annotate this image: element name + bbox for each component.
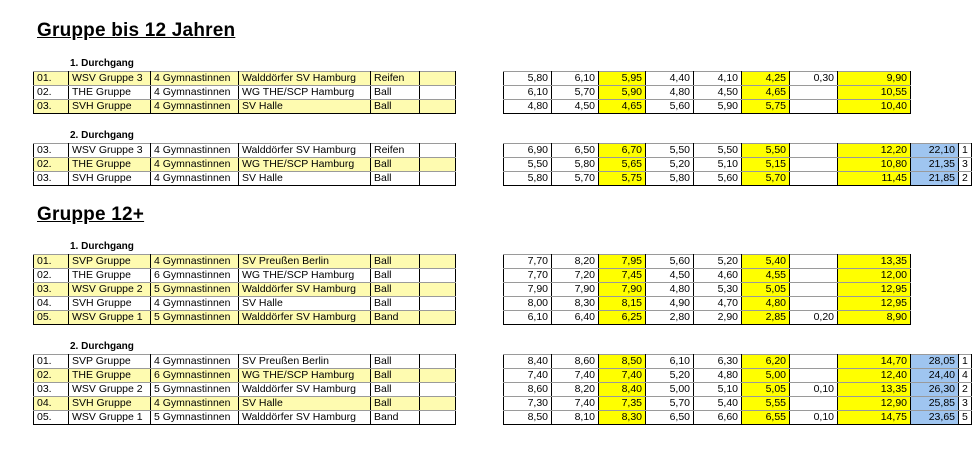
- cell-rank: 2: [959, 172, 972, 186]
- cell-gap: [456, 369, 504, 383]
- table-row: [34, 255, 965, 269]
- cell-apparatus: Ball: [371, 283, 420, 297]
- cell-rank: 2: [959, 383, 972, 397]
- cell-start-number: 03.: [34, 283, 69, 297]
- round-label: 2. Durchgang: [70, 130, 134, 141]
- cell-score-b1: 5,70: [646, 397, 694, 411]
- cell-total: [911, 269, 959, 283]
- cell-apparatus: Ball: [371, 269, 420, 283]
- cell-final-score: 13,35: [838, 255, 911, 269]
- cell-rank: [959, 311, 965, 325]
- cell-start-number: 02.: [34, 269, 69, 283]
- cell-final-score: 10,40: [838, 100, 911, 114]
- round-label: 1. Durchgang: [70, 241, 134, 252]
- cell-gap: [456, 269, 504, 283]
- cell-group-size: 4 Gymnastinnen: [151, 72, 239, 86]
- cell-gap: [456, 383, 504, 397]
- cell-total: 26,30: [911, 383, 959, 397]
- cell-deduction: [790, 297, 838, 311]
- cell-score-a: 7,45: [599, 269, 646, 283]
- cell-deduction: 0,20: [790, 311, 838, 325]
- cell-group-size: 4 Gymnastinnen: [151, 172, 239, 186]
- cell-score-b1: 5,20: [646, 158, 694, 172]
- cell-start-number: 03.: [34, 172, 69, 186]
- cell-total: 28,05: [911, 355, 959, 369]
- table-row: [34, 283, 965, 297]
- cell-deduction: [790, 269, 838, 283]
- cell-score-b2: 5,50: [694, 144, 742, 158]
- cell-score-b2: 4,80: [694, 369, 742, 383]
- cell-final-score: 12,40: [838, 369, 911, 383]
- cell-score-a2: 6,40: [552, 311, 599, 325]
- cell-score-b1: 6,10: [646, 355, 694, 369]
- cell-score-a: 7,90: [599, 283, 646, 297]
- cell-total: 24,40: [911, 369, 959, 383]
- cell-deduction: 0,10: [790, 383, 838, 397]
- cell-group-size: 5 Gymnastinnen: [151, 383, 239, 397]
- cell-empty: [420, 72, 456, 86]
- cell-score-a: 8,50: [599, 355, 646, 369]
- cell-final-score: 12,95: [838, 297, 911, 311]
- cell-score-a1: 5,80: [504, 172, 552, 186]
- cell-score-a: 7,40: [599, 369, 646, 383]
- cell-score-b1: 5,80: [646, 172, 694, 186]
- cell-score-a2: 7,20: [552, 269, 599, 283]
- cell-apparatus: Ball: [371, 297, 420, 311]
- cell-score-a: 5,90: [599, 86, 646, 100]
- cell-score-a1: 8,40: [504, 355, 552, 369]
- cell-score-a2: 5,70: [552, 86, 599, 100]
- cell-club: Walddörfer SV Hamburg: [239, 383, 371, 397]
- cell-group-size: 4 Gymnastinnen: [151, 86, 239, 100]
- cell-empty: [420, 369, 456, 383]
- cell-score-b2: 5,20: [694, 255, 742, 269]
- cell-total: [911, 297, 959, 311]
- cell-start-number: 01.: [34, 355, 69, 369]
- cell-score-b1: 5,20: [646, 369, 694, 383]
- table-row: [34, 269, 965, 283]
- cell-final-score: 12,20: [838, 144, 911, 158]
- cell-start-number: 03.: [34, 100, 69, 114]
- table-row: [34, 369, 972, 383]
- cell-deduction: [790, 144, 838, 158]
- cell-score-a1: 5,50: [504, 158, 552, 172]
- cell-total: [911, 311, 959, 325]
- cell-empty: [420, 100, 456, 114]
- cell-final-score: 14,70: [838, 355, 911, 369]
- cell-total: [911, 72, 959, 86]
- cell-gap: [456, 297, 504, 311]
- cell-score-a: 5,95: [599, 72, 646, 86]
- cell-club: WG THE/SCP Hamburg: [239, 86, 371, 100]
- cell-rank: 3: [959, 158, 972, 172]
- cell-score-b: 6,20: [742, 355, 790, 369]
- results-table: [33, 143, 972, 186]
- cell-rank: [959, 269, 965, 283]
- cell-rank: [959, 100, 965, 114]
- cell-score-b2: 6,60: [694, 411, 742, 425]
- cell-group-size: 4 Gymnastinnen: [151, 297, 239, 311]
- cell-final-score: 10,80: [838, 158, 911, 172]
- cell-team: SVP Gruppe: [69, 355, 151, 369]
- cell-score-b2: 6,30: [694, 355, 742, 369]
- cell-club: Walddörfer SV Hamburg: [239, 411, 371, 425]
- cell-club: SV Halle: [239, 172, 371, 186]
- cell-score-b: 5,15: [742, 158, 790, 172]
- cell-club: WG THE/SCP Hamburg: [239, 158, 371, 172]
- cell-rank: [959, 283, 965, 297]
- cell-team: THE Gruppe: [69, 369, 151, 383]
- cell-total: 25,85: [911, 397, 959, 411]
- cell-score-b2: 5,30: [694, 283, 742, 297]
- cell-score-b2: 4,10: [694, 72, 742, 86]
- cell-team: WSV Gruppe 1: [69, 411, 151, 425]
- table-row: [34, 355, 972, 369]
- cell-total: [911, 100, 959, 114]
- cell-score-b1: 2,80: [646, 311, 694, 325]
- cell-empty: [420, 383, 456, 397]
- cell-final-score: 11,45: [838, 172, 911, 186]
- cell-start-number: 02.: [34, 158, 69, 172]
- cell-score-b: 5,05: [742, 383, 790, 397]
- cell-score-a2: 4,50: [552, 100, 599, 114]
- cell-score-a: 7,35: [599, 397, 646, 411]
- cell-deduction: [790, 283, 838, 297]
- cell-deduction: [790, 86, 838, 100]
- table-row: [34, 158, 972, 172]
- cell-start-number: 02.: [34, 369, 69, 383]
- cell-apparatus: Reifen: [371, 144, 420, 158]
- cell-score-b: 5,05: [742, 283, 790, 297]
- cell-score-b: 2,85: [742, 311, 790, 325]
- cell-start-number: 03.: [34, 383, 69, 397]
- cell-score-b2: 4,60: [694, 269, 742, 283]
- cell-empty: [420, 397, 456, 411]
- cell-score-a: 5,65: [599, 158, 646, 172]
- cell-score-b2: 4,50: [694, 86, 742, 100]
- table-row: [34, 144, 972, 158]
- cell-score-a1: 5,80: [504, 72, 552, 86]
- table-row: [34, 397, 972, 411]
- cell-score-a1: 7,30: [504, 397, 552, 411]
- cell-team: THE Gruppe: [69, 269, 151, 283]
- cell-apparatus: Ball: [371, 355, 420, 369]
- cell-empty: [420, 172, 456, 186]
- cell-total: [911, 255, 959, 269]
- cell-score-a1: 6,10: [504, 86, 552, 100]
- cell-score-b: 4,55: [742, 269, 790, 283]
- cell-team: SVH Gruppe: [69, 397, 151, 411]
- cell-score-b: 4,25: [742, 72, 790, 86]
- table-row: [34, 100, 965, 114]
- cell-deduction: [790, 172, 838, 186]
- cell-start-number: 04.: [34, 397, 69, 411]
- cell-final-score: 14,75: [838, 411, 911, 425]
- cell-apparatus: Ball: [371, 100, 420, 114]
- cell-score-a2: 7,40: [552, 397, 599, 411]
- cell-gap: [456, 172, 504, 186]
- cell-total: 22,10: [911, 144, 959, 158]
- results-table: [33, 354, 972, 425]
- cell-club: WG THE/SCP Hamburg: [239, 269, 371, 283]
- cell-empty: [420, 283, 456, 297]
- cell-score-b2: 4,70: [694, 297, 742, 311]
- cell-score-a2: 8,20: [552, 383, 599, 397]
- cell-team: WSV Gruppe 1: [69, 311, 151, 325]
- cell-club: SV Preußen Berlin: [239, 355, 371, 369]
- cell-final-score: 12,95: [838, 283, 911, 297]
- cell-club: Walddörfer SV Hamburg: [239, 311, 371, 325]
- cell-final-score: 12,90: [838, 397, 911, 411]
- table-row: [34, 383, 972, 397]
- cell-start-number: 05.: [34, 311, 69, 325]
- cell-score-a1: 8,00: [504, 297, 552, 311]
- cell-score-a2: 5,70: [552, 172, 599, 186]
- table-row: [34, 297, 965, 311]
- cell-club: Walddörfer SV Hamburg: [239, 144, 371, 158]
- cell-group-size: 6 Gymnastinnen: [151, 269, 239, 283]
- cell-start-number: 01.: [34, 255, 69, 269]
- cell-score-b1: 6,50: [646, 411, 694, 425]
- cell-team: WSV Gruppe 3: [69, 72, 151, 86]
- table-row: [34, 411, 972, 425]
- cell-score-b1: 5,00: [646, 383, 694, 397]
- cell-start-number: 01.: [34, 72, 69, 86]
- cell-score-a1: 7,70: [504, 255, 552, 269]
- cell-empty: [420, 311, 456, 325]
- cell-score-a1: 7,90: [504, 283, 552, 297]
- table-row: [34, 86, 965, 100]
- cell-deduction: [790, 158, 838, 172]
- cell-score-b: 5,55: [742, 397, 790, 411]
- cell-club: Walddörfer SV Hamburg: [239, 283, 371, 297]
- cell-score-a1: 7,70: [504, 269, 552, 283]
- table-row: [34, 311, 965, 325]
- cell-score-a: 4,65: [599, 100, 646, 114]
- cell-score-b1: 4,40: [646, 72, 694, 86]
- cell-score-a: 6,25: [599, 311, 646, 325]
- cell-team: WSV Gruppe 2: [69, 383, 151, 397]
- cell-score-a1: 6,10: [504, 311, 552, 325]
- cell-club: SV Preußen Berlin: [239, 255, 371, 269]
- cell-apparatus: Ball: [371, 369, 420, 383]
- cell-gap: [456, 411, 504, 425]
- cell-score-a1: 8,50: [504, 411, 552, 425]
- cell-rank: 5: [959, 411, 972, 425]
- cell-final-score: 9,90: [838, 72, 911, 86]
- cell-empty: [420, 297, 456, 311]
- cell-final-score: 10,55: [838, 86, 911, 100]
- cell-group-size: 4 Gymnastinnen: [151, 100, 239, 114]
- cell-team: SVH Gruppe: [69, 172, 151, 186]
- cell-score-b: 5,70: [742, 172, 790, 186]
- cell-score-b: 5,00: [742, 369, 790, 383]
- cell-score-b1: 5,60: [646, 255, 694, 269]
- table-row: [34, 72, 965, 86]
- cell-start-number: 03.: [34, 144, 69, 158]
- cell-score-a1: 6,90: [504, 144, 552, 158]
- cell-gap: [456, 397, 504, 411]
- cell-group-size: 4 Gymnastinnen: [151, 255, 239, 269]
- cell-score-b1: 4,80: [646, 86, 694, 100]
- cell-score-b2: 5,90: [694, 100, 742, 114]
- cell-empty: [420, 411, 456, 425]
- cell-team: SVH Gruppe: [69, 297, 151, 311]
- cell-gap: [456, 255, 504, 269]
- round-label: 1. Durchgang: [70, 58, 134, 69]
- cell-group-size: 4 Gymnastinnen: [151, 397, 239, 411]
- round-label: 2. Durchgang: [70, 341, 134, 352]
- cell-score-b2: 5,60: [694, 172, 742, 186]
- cell-club: SV Halle: [239, 100, 371, 114]
- cell-deduction: [790, 255, 838, 269]
- section-title-u12: Gruppe bis 12 Jahren: [37, 20, 236, 41]
- cell-score-a: 8,30: [599, 411, 646, 425]
- cell-club: WG THE/SCP Hamburg: [239, 369, 371, 383]
- cell-empty: [420, 269, 456, 283]
- cell-team: THE Gruppe: [69, 158, 151, 172]
- cell-gap: [456, 355, 504, 369]
- cell-apparatus: Band: [371, 311, 420, 325]
- cell-score-b1: 5,50: [646, 144, 694, 158]
- cell-total: 21,85: [911, 172, 959, 186]
- cell-score-b: 6,55: [742, 411, 790, 425]
- cell-rank: 1: [959, 144, 972, 158]
- cell-rank: 3: [959, 397, 972, 411]
- cell-score-a1: 8,60: [504, 383, 552, 397]
- cell-apparatus: Band: [371, 411, 420, 425]
- cell-score-a2: 8,10: [552, 411, 599, 425]
- cell-score-a: 7,95: [599, 255, 646, 269]
- cell-team: WSV Gruppe 3: [69, 144, 151, 158]
- cell-score-a2: 8,30: [552, 297, 599, 311]
- cell-deduction: [790, 100, 838, 114]
- cell-group-size: 6 Gymnastinnen: [151, 369, 239, 383]
- cell-club: SV Halle: [239, 297, 371, 311]
- cell-rank: [959, 86, 965, 100]
- cell-score-a1: 7,40: [504, 369, 552, 383]
- cell-empty: [420, 158, 456, 172]
- cell-team: SVP Gruppe: [69, 255, 151, 269]
- cell-start-number: 02.: [34, 86, 69, 100]
- cell-score-b1: 4,90: [646, 297, 694, 311]
- cell-total: 21,35: [911, 158, 959, 172]
- cell-gap: [456, 86, 504, 100]
- cell-score-b1: 4,80: [646, 283, 694, 297]
- cell-score-a2: 8,20: [552, 255, 599, 269]
- cell-score-b: 4,65: [742, 86, 790, 100]
- cell-empty: [420, 355, 456, 369]
- cell-score-b2: 5,10: [694, 158, 742, 172]
- cell-rank: 4: [959, 369, 972, 383]
- cell-team: WSV Gruppe 2: [69, 283, 151, 297]
- cell-total: 23,65: [911, 411, 959, 425]
- cell-gap: [456, 158, 504, 172]
- cell-score-b: 5,75: [742, 100, 790, 114]
- results-table: [33, 254, 965, 325]
- cell-apparatus: Ball: [371, 158, 420, 172]
- cell-deduction: [790, 369, 838, 383]
- cell-gap: [456, 311, 504, 325]
- cell-total: [911, 283, 959, 297]
- cell-empty: [420, 86, 456, 100]
- cell-apparatus: Reifen: [371, 72, 420, 86]
- cell-group-size: 5 Gymnastinnen: [151, 311, 239, 325]
- cell-rank: 1: [959, 355, 972, 369]
- cell-apparatus: Ball: [371, 172, 420, 186]
- cell-deduction: [790, 397, 838, 411]
- cell-deduction: 0,10: [790, 411, 838, 425]
- section-title-12plus: Gruppe 12+: [37, 204, 145, 225]
- cell-score-a: 5,75: [599, 172, 646, 186]
- cell-score-b2: 2,90: [694, 311, 742, 325]
- cell-gap: [456, 144, 504, 158]
- cell-start-number: 05.: [34, 411, 69, 425]
- cell-deduction: [790, 355, 838, 369]
- cell-score-a: 8,40: [599, 383, 646, 397]
- cell-deduction: 0,30: [790, 72, 838, 86]
- cell-score-a2: 5,80: [552, 158, 599, 172]
- cell-apparatus: Ball: [371, 383, 420, 397]
- cell-final-score: 8,90: [838, 311, 911, 325]
- cell-rank: [959, 72, 965, 86]
- cell-score-a2: 6,50: [552, 144, 599, 158]
- cell-score-b2: 5,10: [694, 383, 742, 397]
- cell-score-b1: 5,60: [646, 100, 694, 114]
- cell-group-size: 5 Gymnastinnen: [151, 411, 239, 425]
- cell-score-a: 6,70: [599, 144, 646, 158]
- cell-rank: [959, 297, 965, 311]
- table-row: [34, 172, 972, 186]
- cell-score-a2: 7,40: [552, 369, 599, 383]
- cell-score-b2: 5,40: [694, 397, 742, 411]
- cell-start-number: 04.: [34, 297, 69, 311]
- cell-final-score: 12,00: [838, 269, 911, 283]
- cell-club: Walddörfer SV Hamburg: [239, 72, 371, 86]
- cell-gap: [456, 283, 504, 297]
- cell-gap: [456, 72, 504, 86]
- cell-total: [911, 86, 959, 100]
- cell-score-b: 4,80: [742, 297, 790, 311]
- cell-apparatus: Ball: [371, 255, 420, 269]
- cell-team: THE Gruppe: [69, 86, 151, 100]
- cell-group-size: 4 Gymnastinnen: [151, 158, 239, 172]
- cell-score-b: 5,50: [742, 144, 790, 158]
- results-table: [33, 71, 965, 114]
- cell-empty: [420, 255, 456, 269]
- cell-score-a: 8,15: [599, 297, 646, 311]
- cell-group-size: 4 Gymnastinnen: [151, 144, 239, 158]
- cell-group-size: 4 Gymnastinnen: [151, 355, 239, 369]
- cell-apparatus: Ball: [371, 397, 420, 411]
- cell-score-b1: 4,50: [646, 269, 694, 283]
- cell-club: SV Halle: [239, 397, 371, 411]
- cell-score-a1: 4,80: [504, 100, 552, 114]
- cell-final-score: 13,35: [838, 383, 911, 397]
- cell-score-a2: 8,60: [552, 355, 599, 369]
- cell-rank: [959, 255, 965, 269]
- cell-gap: [456, 100, 504, 114]
- cell-empty: [420, 144, 456, 158]
- cell-group-size: 5 Gymnastinnen: [151, 283, 239, 297]
- cell-score-a2: 7,90: [552, 283, 599, 297]
- cell-score-b: 5,40: [742, 255, 790, 269]
- cell-team: SVH Gruppe: [69, 100, 151, 114]
- cell-score-a2: 6,10: [552, 72, 599, 86]
- cell-apparatus: Ball: [371, 86, 420, 100]
